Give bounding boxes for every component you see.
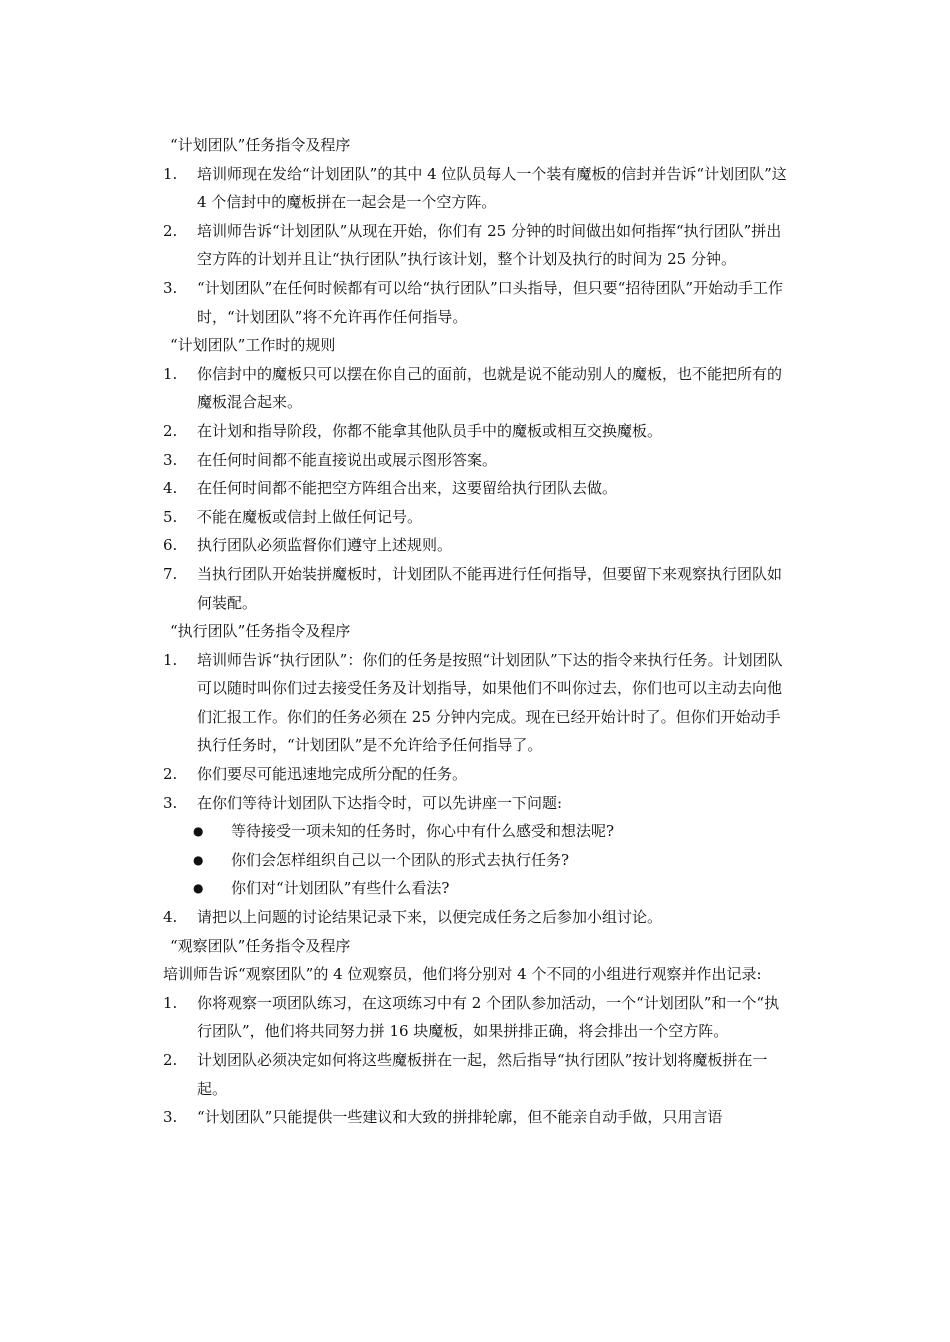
item-number: 3. bbox=[163, 1108, 178, 1127]
section-execution-team-instructions bbox=[0, 617, 950, 932]
bullet-item bbox=[0, 846, 950, 875]
item-number: 3. bbox=[163, 793, 178, 812]
item-number: 5. bbox=[163, 507, 178, 526]
section-heading: “观察团队”任务指令及程序 bbox=[170, 936, 351, 955]
item-text: 请把以上问题的讨论结果记录下来，以便完成任务之后参加小组讨论。 bbox=[197, 908, 663, 927]
list-item bbox=[0, 217, 793, 274]
list-item bbox=[0, 1046, 793, 1103]
list-item bbox=[0, 989, 793, 1046]
item-number: 3. bbox=[163, 278, 178, 297]
item-text: 在任何时间都不能直接说出或展示图形答案。 bbox=[197, 450, 498, 469]
item-number: 4. bbox=[163, 908, 178, 927]
section-observation-team-instructions bbox=[0, 932, 950, 1132]
item-number: 1. bbox=[163, 993, 178, 1012]
list-item bbox=[0, 360, 793, 417]
item-text: 当执行团队开始装拼魔板时，计划团队不能再进行任何指导，但要留下来观察执行团队如何装配。 bbox=[197, 564, 783, 612]
list-item bbox=[0, 503, 793, 532]
list-item bbox=[0, 1103, 793, 1132]
list-item bbox=[0, 274, 793, 331]
bullet-icon: ● bbox=[193, 881, 204, 896]
list-item bbox=[0, 789, 793, 818]
item-text: 你信封中的魔板只可以摆在你自己的面前，也就是说不能动别人的魔板，也不能把所有的魔板混合起来。 bbox=[197, 364, 783, 412]
section-heading: “执行团队”任务指令及程序 bbox=[170, 622, 351, 641]
section-intro: 培训师告诉“观察团队”的 4 位观察员，他们将分别对 4 个不同的小组进行观察并作出记录: bbox=[163, 965, 762, 984]
item-number: 3. bbox=[163, 450, 178, 469]
item-number: 6. bbox=[163, 536, 178, 555]
item-number: 4. bbox=[163, 479, 178, 498]
bullet-text: 等待接受一项未知的任务时，你心中有什么感受和想法呢? bbox=[231, 822, 615, 841]
list-item bbox=[0, 760, 793, 789]
item-number: 1. bbox=[163, 164, 178, 183]
section-planning-team-instructions bbox=[0, 131, 950, 331]
item-number: 2. bbox=[163, 765, 178, 784]
item-text: 在计划和指导阶段，你都不能拿其他队员手中的魔板或相互交换魔板。 bbox=[197, 421, 663, 440]
item-text: “计划团队”在任何时候都有可以给“执行团队”口头指导，但只要“招待团队”开始动手工作时，“计划团队”将不允许再作任何指导。 bbox=[197, 278, 784, 326]
section-planning-team-rules bbox=[0, 331, 950, 617]
item-text: 执行团队必须监督你们遵守上述规则。 bbox=[197, 536, 453, 555]
item-text: 培训师现在发给“计划团队”的其中 4 位队员每人一个装有魔板的信封并告诉“计划团队”这 4 个信封中的魔板拼在一起会是一个空方阵。 bbox=[197, 164, 787, 212]
list-item bbox=[0, 160, 793, 217]
rules-list bbox=[0, 360, 950, 617]
section-heading: “计划团队”工作时的规则 bbox=[170, 336, 336, 355]
list-item bbox=[0, 903, 793, 932]
list-item bbox=[0, 417, 793, 446]
section-heading: “计划团队”任务指令及程序 bbox=[170, 136, 351, 154]
item-text: 你将观察一项团队练习，在这项练习中有 2 个团队参加活动，一个“计划团队”和一个“执行团队”，他们将共同努力拼 16 块魔板，如果拼排正确，将会排出一个空方阵。 bbox=[197, 993, 780, 1041]
item-number: 2. bbox=[163, 1051, 178, 1069]
item-number: 2. bbox=[163, 421, 178, 440]
instruction-list-continued bbox=[0, 903, 950, 932]
bullet-icon: ● bbox=[193, 824, 204, 839]
item-number: 7. bbox=[163, 564, 178, 583]
item-text: 培训师告诉“计划团队”从现在开始，你们有 25 分钟的时间做出如何指挥“执行团队”拼出空方阵的计划并且让“执行团队”执行该计划，整个计划及执行的时间为 25 分钟。 bbox=[197, 221, 782, 269]
item-text: 你们要尽可能迅速地完成所分配的任务。 bbox=[197, 765, 468, 784]
list-item bbox=[0, 646, 793, 760]
item-text: “计划团队”只能提供一些建议和大致的拼排轮廓，但不能亲自动手做，只用言语 bbox=[197, 1108, 723, 1127]
instruction-list bbox=[0, 646, 950, 818]
bullet-icon: ● bbox=[193, 852, 204, 867]
item-text: 计划团队必须决定如何将这些魔板拼在一起，然后指导“执行团队”按计划将魔板拼在一起。 bbox=[197, 1051, 768, 1098]
instruction-list bbox=[0, 160, 950, 332]
item-number: 1. bbox=[163, 364, 178, 383]
bullet-list bbox=[0, 817, 950, 903]
item-text: 不能在魔板或信封上做任何记号。 bbox=[197, 507, 423, 526]
list-item bbox=[0, 474, 793, 503]
bullet-item bbox=[0, 874, 950, 903]
list-item bbox=[0, 560, 793, 617]
item-text: 培训师告诉“执行团队”：你们的任务是按照“计划团队”下达的指令来执行任务。计划团队可以随时叫你们过去接受任务及计划指导，如果他们不叫你过去，你们也可以主动去向他们汇报工作。你们的任务必须在 25 分钟内完成。现在已经开始计时了。但你们开始动手执行任务时，“计划团队”是不允许给予任何指导了。 bbox=[197, 650, 783, 755]
instruction-list bbox=[0, 989, 950, 1132]
item-number: 2. bbox=[163, 221, 178, 240]
list-item bbox=[0, 446, 793, 475]
item-text: 在任何时间都不能把空方阵组合出来，这要留给执行团队去做。 bbox=[197, 479, 618, 498]
bullet-text: 你们对“计划团队”有些什么看法? bbox=[231, 879, 450, 898]
bullet-item bbox=[0, 817, 950, 846]
bullet-text: 你们会怎样组织自己以一个团队的形式去执行任务? bbox=[231, 850, 570, 869]
document-body bbox=[0, 131, 950, 1132]
item-number: 1. bbox=[163, 650, 178, 669]
list-item bbox=[0, 531, 793, 560]
item-text: 在你们等待计划团队下达指令时，可以先讲座一下问题: bbox=[197, 793, 563, 812]
